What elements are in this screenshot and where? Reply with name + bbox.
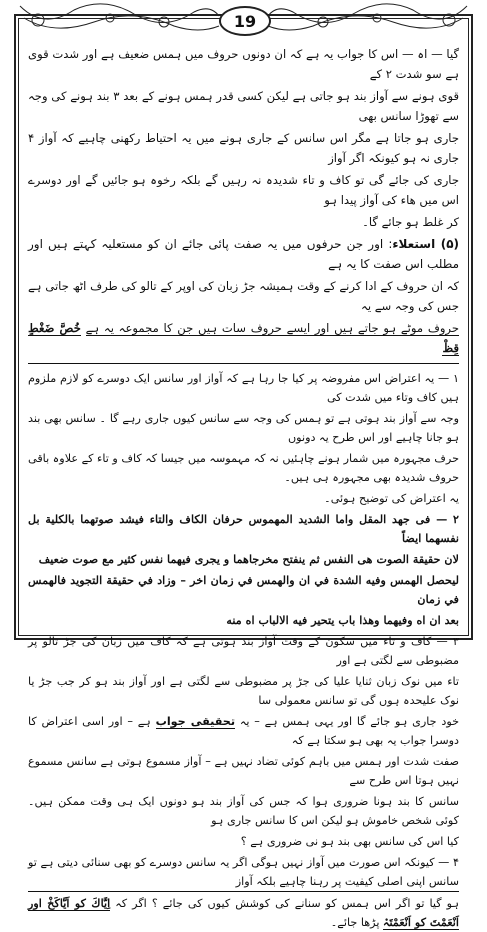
tahqiqi-answer: تحقیقی جواب [155, 715, 236, 728]
text-line: گیا — اہ — اس کا جواب یہ ہے کہ ان دونوں حروف میں ہمس ضعیف ہے اور شدت قوی ہے سو شدت ۲ کے [28, 47, 459, 81]
text-span: خود جاری ہو جائے گا اور یہی ہمس ہے – یہ [239, 715, 460, 728]
text-line: جاری کی جائے گی تو کاف و تاء شدیدہ نہ رہیں گے بلکہ رخوہ ہو جائیں گے اور دوسرے اس میں ھاء کی آواز پیدا ہو [28, 173, 459, 207]
text-line: لان حقيقة الصوت هی النفس ثم ينفتح مخرجاهما و يجری فيهما نفس كثير مع صوت ضعيف [38, 552, 459, 566]
text-line: قوی ہونے سے آواز بند ہو جاتی ہے لیکن کسی قدر ہمس ہونے کے بعد ۳ بند ہونے کی وجہ سے تھوڑا سانس بھی [28, 89, 459, 123]
page-content [28, 44, 460, 929]
text-line: ۲ — فی جهد المقل واما الشديد المهموس حرفان الكاف والتاء فيشد صوتهما بالكلية بل نفسهما ايضاً [28, 512, 459, 545]
text-line: سانس کا بند ہونا ضروری ہوا کہ جس کی آواز بند ہو دونوں ایک ہی وقت ممکن ہیں۔ کوئی شخص خاموش ہو لیکن اس کا سانس جاری ہو [28, 795, 459, 827]
text-line: بعد ان اه وفيهما وهذا باب يتحير فيه الالباب اه منه [226, 613, 459, 627]
text-line: صفت شدت اور ہمس میں باہم کوئی تضاد نہیں ہے – آواز مسموع ہوتی ہے سانس مسموع نہیں ہوتا اس طرح سے [28, 755, 459, 787]
underlined-text: حروف موٹے ہو جاتے ہیں اور ایسے حروف سات ہیں جن کا مجموعہ یہ ہے [85, 321, 459, 335]
text-line: ليحصل الهمس وفيه الشدة في ان والهمس في زمان اخر – وزاد في حقيقة التجويد فالهمس في زمان [28, 573, 459, 606]
footnote-divider [28, 363, 459, 364]
text-span: پڑھا جائے۔ [330, 916, 380, 929]
text-line: کر غلط ہو جائے گا۔ [362, 215, 459, 229]
text-line: ۱ — یہ اعتراض اس مفروضہ پر کیا جا رہا ہے کہ آواز اور سانس ایک دوسرے کو لازم ملزوم ہیں کاف وتاء میں شدت کی [28, 372, 459, 404]
section-heading [28, 234, 459, 274]
example-words: اِیَّاكَ کو اَیَّاکَخْ اور اَنْعَمْتَ کو اَنْعَمْتَہْ [28, 896, 459, 929]
text-line [28, 894, 459, 932]
footnote-4 [28, 853, 459, 932]
text-line: ۳ — کاف و تاء میں سکون کے وقت آواز بند ہوتی ہے کہ کاف میں زبان کی جڑ تالو پر مضبوطی سے لگتی ہے اور [28, 635, 459, 667]
text-span: ہو گیا تو اگر اس ہمس کو سنانے کی کوشش کیوں کی جائے ؟ اگر کہ [115, 897, 459, 910]
paragraph-answer [28, 44, 459, 232]
section-intro: : اور جن حرفوں میں یہ صفت پائی جائے ان کو مستعلیہ کہتے ہیں اور مطلب اس صفت کا یہ ہے [28, 237, 459, 271]
text-line: وجہ سے آواز بند ہوتی ہے تو ہمس کی وجہ سے سانس کیوں جاری رہے گا ۔ سانس بھی بند ہو جانا چاہیے اور اس طرح یہ دونوں [28, 412, 459, 444]
text-span: ہے – اور اسی اعتراض کا دوسرا جواب یہ بھی ہو سکتا ہے کہ [28, 715, 459, 747]
text-line: تاء میں نوک زبان ثنایا علیا کی جڑ پر مضبوطی سے لگتی ہے اور آواز بند ہو کر جب جڑ یا نوک علیحدہ ہوں گی تو سانس معمولی سا [28, 675, 459, 707]
page-number: 19 [219, 6, 271, 36]
letters-group: خُصَّ ضَغْطٍ قِظْ [28, 321, 459, 355]
text-line [28, 712, 459, 750]
footnote-1 [28, 369, 459, 508]
section-number: (۵) [440, 237, 459, 251]
footnote-2 [28, 510, 459, 630]
text-line: حرف مجہورہ میں شمار ہونے چاہئیں نہ کہ مہموسہ میں جیسا کہ کاف و تاء کے علاوہ باقی حروف شدیدہ بھی مجہورہ ہی ہیں۔ [28, 452, 459, 484]
text-line: ۴ — کیونکہ اس صورت میں آواز نہیں ہوگی اگر یہ سانس دوسرے کو بھی سنائی دیتی ہے تو سانس اپنی اصلی کیفیت پر رہنا چاہیے بلکہ آواز [28, 853, 459, 892]
footnote-3 [28, 632, 459, 851]
text-line: کیا اس کی سانس بھی بند ہو نی ضروری ہے ؟ [240, 835, 459, 848]
text-line: کہ ان حروف کے ادا کرنے کے وقت ہمیشہ جڑ زبان کی اوپر کے تالو کی طرف اٹھ جاتی ہے جس کی وجہ سے یہ [28, 279, 459, 313]
section-istila [28, 234, 459, 358]
text-line: یہ اعتراض کی توضیح ہوئی۔ [324, 492, 459, 505]
text-line [28, 318, 459, 358]
section-term: استعلاء [392, 237, 436, 251]
text-line: جاری ہو جاتا ہے مگر اس سانس کے جاری ہونے میں یہ احتیاط رکھنی چاہیے کہ آواز ۴ جاری نہ ہو کیونکہ اگر آواز [28, 131, 459, 165]
